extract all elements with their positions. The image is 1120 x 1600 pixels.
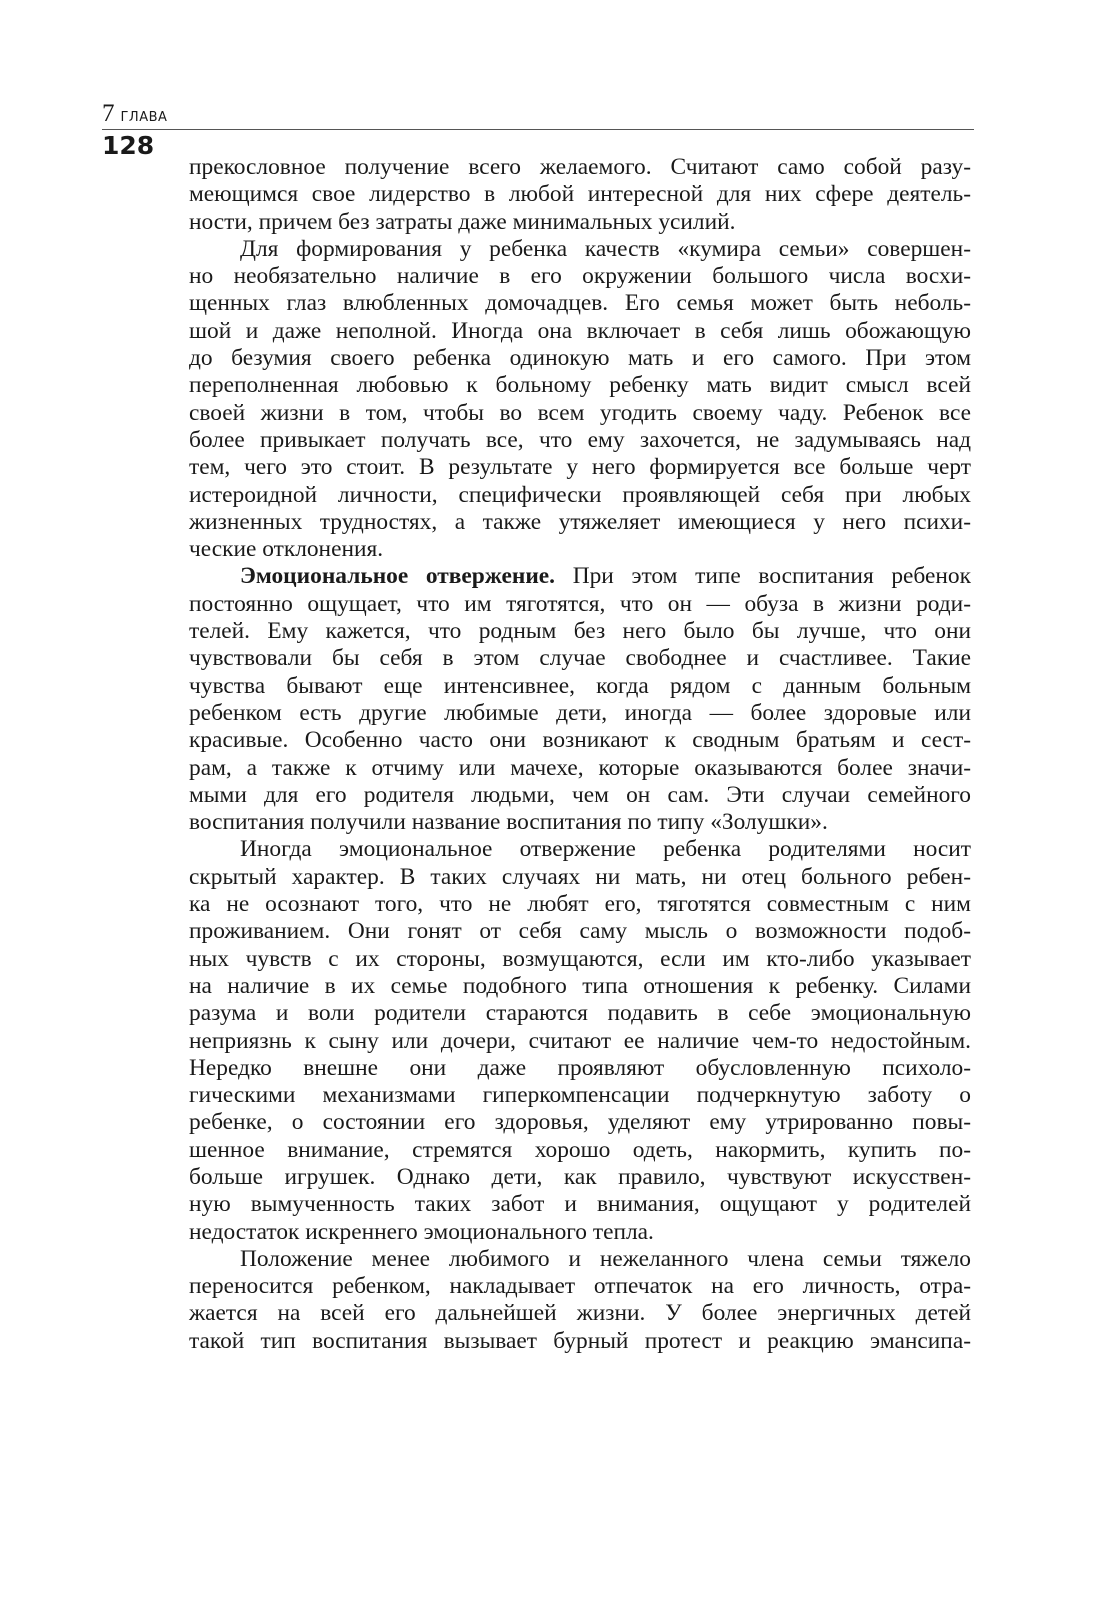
text-line: меющимся свое лидерство в любой интересной для них сфере деятель-: [189, 181, 971, 208]
text-line: шенное внимание, стремятся хорошо одеть, накормить, купить по-: [189, 1136, 971, 1163]
header-rule: [102, 129, 974, 130]
text-line: Положение менее любимого и нежеланного члена семьи тяжело: [240, 1245, 971, 1272]
text-line: недостаток искреннего эмоционального тепла.: [189, 1218, 654, 1245]
text-body: [189, 154, 971, 1355]
text-fragment: При этом типе воспитания ребенок: [555, 563, 971, 590]
text-line: [189, 563, 971, 590]
paragraph-2: [189, 236, 971, 564]
text-line: ную вымученность таких забот и внимания, ощущают у родителей: [189, 1191, 971, 1218]
text-line: тем, чего это стоит. В результате у него формируется все больше черт: [189, 454, 971, 481]
text-line: переносится ребенком, накладывает отпечаток на его личность, отра-: [189, 1273, 971, 1300]
text-line: щенных глаз влюбленных домочадцев. Его семья может быть неболь-: [189, 290, 971, 317]
text-line: гическими механизмами гиперкомпенсации подчеркнутую заботу о: [189, 1082, 971, 1109]
text-line: но необязательно наличие в его окружении большого числа восхи-: [189, 263, 971, 290]
text-line: более привыкает получать все, что ему захочется, не задумываясь над: [189, 426, 971, 453]
text-line: неприязнь к сыну или дочери, считают ее наличие чем-то недостойным.: [189, 1027, 971, 1054]
text-line: красивые. Особенно часто они возникают к сводным братьям и сест-: [189, 727, 971, 754]
paragraph-3: [189, 563, 971, 836]
text-line: мыми для его родителя людьми, чем он сам. Эти случаи семейного: [189, 781, 971, 808]
text-line: Иногда эмоциональное отвержение ребенка родителями носит: [240, 836, 971, 863]
chapter-label: ГЛАВА: [120, 110, 168, 125]
text-line: ческие отклонения.: [189, 536, 384, 563]
text-line: воспитания получили название воспитания по типу «Золушки».: [189, 809, 828, 836]
text-line: жизненных трудностях, а также утяжеляет имеющиеся у него психи-: [189, 508, 971, 535]
text-line: проживанием. Они гонят от себя саму мысль о возможности подоб-: [189, 918, 971, 945]
text-line: прекословное получение всего желаемого. Считают само собой разу-: [189, 154, 971, 180]
paragraph-1: [189, 154, 971, 236]
text-line: ребенком есть другие любимые дети, иногда — более здоровые или: [189, 699, 971, 726]
text-line: скрытый характер. В таких случаях ни мать, ни отец больного ребен-: [189, 863, 971, 890]
text-line: ных чувств с их стороны, возмущаются, если им кто-либо указывает: [189, 945, 971, 972]
page-number: 128: [102, 131, 155, 160]
text-line: шой и даже неполной. Иногда она включает в себя лишь обожающую: [189, 317, 971, 344]
paragraph-5: [189, 1246, 971, 1355]
section-heading-inline: Эмоциональное отвержение.: [240, 563, 556, 590]
text-line: такой тип воспитания вызывает бурный протест и реакцию эмансипа-: [189, 1327, 971, 1354]
text-line: истероидной личности, специфически проявляющей себя при любых: [189, 481, 971, 508]
text-line: переполненная любовью к больному ребенку мать видит смысл всей: [189, 372, 971, 399]
text-line: чувствовали бы себя в этом случае свободнее и счастливее. Такие: [189, 645, 971, 672]
text-line: ка не осознают того, что не любят его, тяготятся совместным с ним: [189, 891, 971, 918]
text-line: больше игрушек. Однако дети, как правило, чувствуют искусствен-: [189, 1163, 971, 1190]
running-head: [102, 100, 167, 128]
text-line: ности, причем без затраты даже минимальных усилий.: [189, 208, 736, 235]
text-line: телей. Ему кажется, что родным без него было бы лучше, что они: [189, 618, 971, 645]
text-line: жается на всей его дальнейшей жизни. У более энергичных детей: [189, 1300, 971, 1327]
text-line: Нередко внешне они даже проявляют обусловленную психоло-: [189, 1054, 971, 1081]
text-line: до безумия своего ребенка одинокую мать и его самого. При этом: [189, 345, 971, 372]
text-line: на наличие в их семье подобного типа отношения к ребенку. Силами: [189, 972, 971, 999]
text-line: рам, а также к отчиму или мачехе, которые оказываются более значи-: [189, 754, 971, 781]
text-line: своей жизни в том, чтобы во всем угодить своему чаду. Ребенок все: [189, 399, 971, 426]
text-line: чувства бывают еще интенсивнее, когда рядом с данным больным: [189, 672, 971, 699]
text-line: разума и воли родители стараются подавить в себе эмоциональную: [189, 1000, 971, 1027]
chapter-number: 7: [102, 100, 115, 127]
paragraph-4: [189, 836, 971, 1245]
text-line: постоянно ощущает, что им тяготятся, что он — обуза в жизни роди-: [189, 590, 971, 617]
text-line: Для формирования у ребенка качеств «кумира семьи» совершен-: [240, 235, 971, 262]
text-line: ребенке, о состоянии его здоровья, уделяют ему утрированно повы-: [189, 1109, 971, 1136]
